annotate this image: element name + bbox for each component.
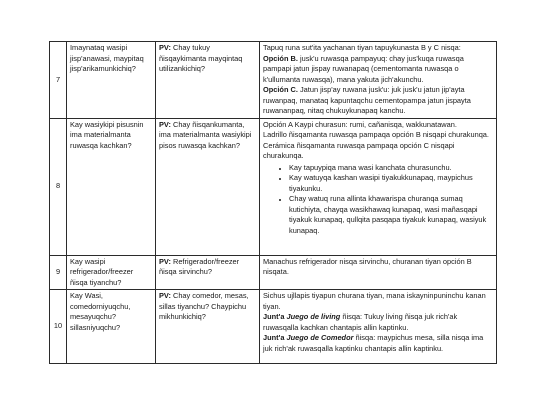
question-cell: Imaynataq wasipi jisp'anawasi, maypitaq jisp'arikamunkichiq? bbox=[67, 42, 156, 119]
row-number: 7 bbox=[50, 42, 67, 119]
question-cell: Kay Wasi, comedorniyuqchu, mesayuqchu? sillasniyuqchu? bbox=[67, 290, 156, 364]
option-text: Jatun jisp'ay ruwana jusk'u: juk jusk'u jatun jip'ayta ruwanpaq, manataq kapuntaqchu cementopampa jatun jispayta ruwananpaq, nitaq chukuykunapaq kanchu. bbox=[263, 85, 471, 115]
table-row bbox=[50, 290, 497, 364]
bullet-item: • Chay watuq runa allinta khawarispa churanqa sumaq kutichiyta, chayqa wasikhawaq kunapaq, wasi mañasqapi tiyakuk kunapaq, qullqita pasqapa tiyakuk kunapaq, wasiyuk kunapaq. bbox=[289, 194, 493, 236]
bullet-item: • Kay tapuypiqa mana wasi kanchata churasunchu. bbox=[289, 163, 493, 174]
pv-label: PV: bbox=[159, 256, 171, 266]
question-cell: Kay wasipi refrigerador/freezer ñisqa tiyanchu? bbox=[67, 255, 156, 290]
option-label: Junt'a bbox=[263, 312, 285, 321]
instruction-line: Cerámica ñisqamanta ruwasqa pampaqa opción C nisqapi churakunqa. bbox=[263, 140, 455, 160]
instruction-line: Sichus ujllapis tiyapun churana tiyan, mana iskayninpuninchu kanan tiyan. bbox=[263, 291, 486, 311]
table-row bbox=[50, 255, 497, 290]
option-text: ñisqa: maypichus mesa, silla nisqa ima juk rich'ak ruwasqalla kaptinku chantapis allin kaptinku. bbox=[263, 333, 484, 353]
option-term: Juego de living bbox=[286, 312, 341, 321]
option-text: jusk'u ruwasqa pampayuq: chay jus'kuqa ruwasqa pampapi jatun jispay ruwanapaq (cementomanta ruwasqa o k'ullumanta ruwasqa), mana yakuta jich'akunchu. bbox=[263, 53, 464, 84]
row-number: 8 bbox=[50, 118, 67, 255]
instruction-cell bbox=[260, 118, 497, 255]
row-number: 9 bbox=[50, 255, 67, 290]
instruction-cell bbox=[260, 290, 497, 364]
option-label: Junt'a bbox=[263, 333, 285, 342]
probe-text: Chay ñisqankumanta, ima materialmanta wasiykipi pisos ruwasqa kachkan? bbox=[159, 119, 252, 150]
instruction-cell bbox=[260, 42, 497, 119]
probe-text: Refrigerador/freezer ñisqa sirvinchu? bbox=[159, 256, 240, 276]
instruction-intro: Tapuq runa sut'ita yachanan tiyan tapuykunasta B y C nisqa: bbox=[263, 43, 461, 52]
survey-table bbox=[49, 41, 497, 364]
option-label: Opción C. bbox=[263, 85, 298, 94]
probe-cell bbox=[156, 255, 260, 290]
probe-cell bbox=[156, 42, 260, 119]
pv-label: PV: bbox=[159, 119, 171, 129]
table-row bbox=[50, 118, 497, 255]
option-term: Juego de Comedor bbox=[286, 333, 354, 342]
probe-cell bbox=[156, 290, 260, 364]
probe-cell bbox=[156, 118, 260, 255]
instruction-cell: Manachus refrigerador nisqa sirvinchu, churanan tiyan opción B nisqata. bbox=[260, 255, 497, 290]
probe-text: Chay tukuy ñisqaykimanta mayqintaq utilizankichiq? bbox=[159, 43, 243, 73]
instruction-line: Ladrillo ñisqamanta ruwasqa pampaqa opción B nisqapi churakunqa. bbox=[263, 130, 489, 139]
bullet-item: • Kay watuyqa kashan wasipi tiyakukkunapaq, maypichus tiyakunku. bbox=[289, 173, 493, 194]
option-text: ñisqa: Tukuy living ñisqa juk rich'ak ruwasqalla kachkan chantapis allin kaptinku. bbox=[263, 312, 458, 332]
instruction-line: Opción A Kaypi churasun: rumi, cañanisqa, wakkunatawan. bbox=[263, 119, 457, 129]
instruction-bullets bbox=[263, 163, 493, 237]
pv-label: PV: bbox=[159, 291, 171, 300]
option-label: Opción B. bbox=[263, 53, 298, 63]
row-number: 10 bbox=[50, 290, 67, 364]
pv-label: PV: bbox=[159, 43, 171, 52]
table-row bbox=[50, 42, 497, 119]
probe-text: Chay comedor, mesas, sillas tiyanchu? Chaypichu mikhunkichiq? bbox=[159, 291, 249, 321]
question-cell: Kay wasiykipi pisusnin ima materialmanta ruwasqa kachkan? bbox=[67, 118, 156, 255]
